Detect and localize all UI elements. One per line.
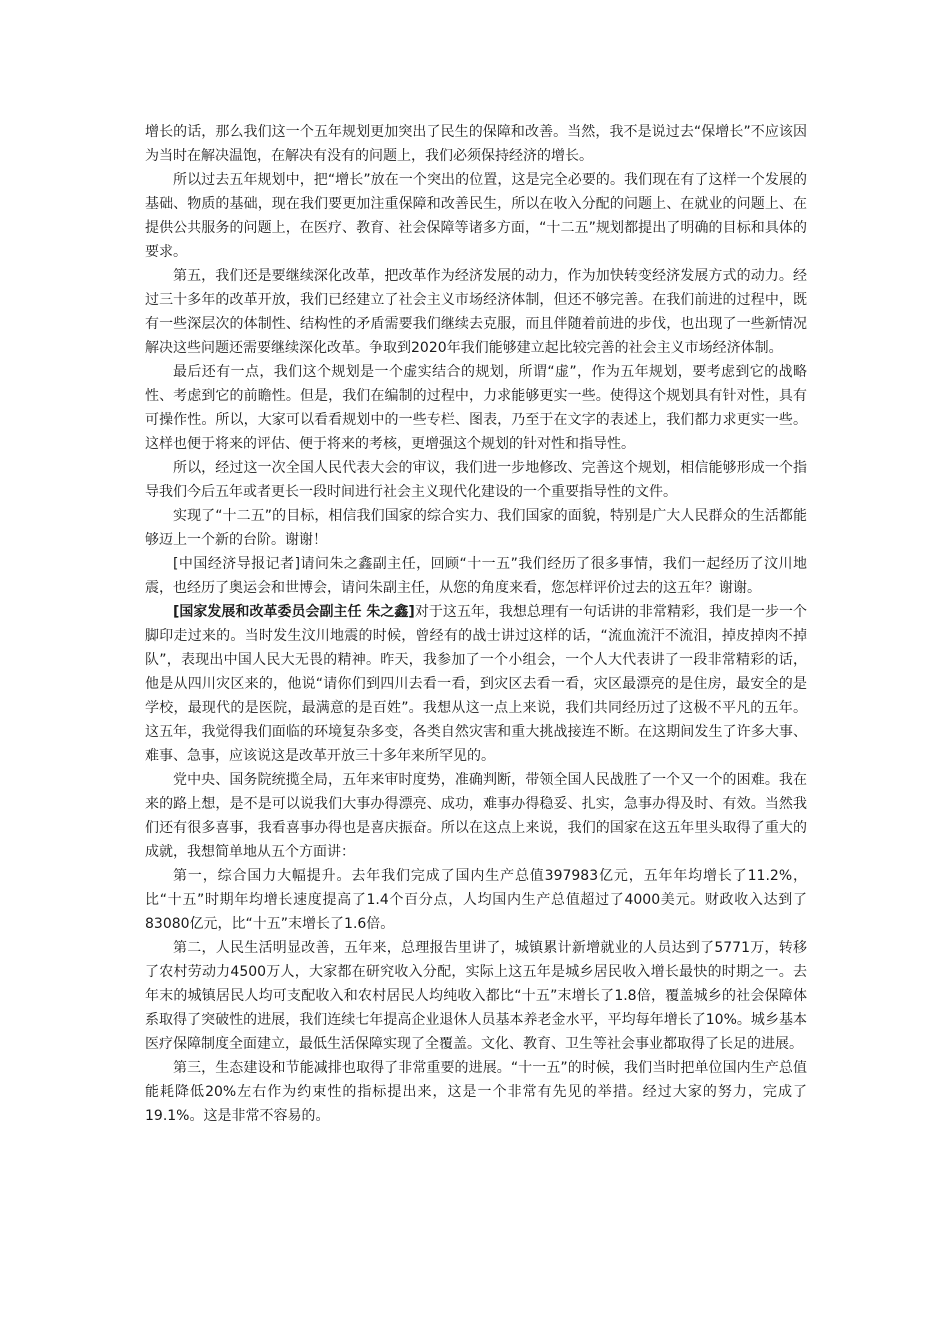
paragraph: 第二，人民生活明显改善，五年来，总理报告里讲了，城镇累计新增就业的人员达到了5771万，转移了农村劳动力4500万人，大家都在研究收入分配，实际上这五年是城乡居民收入增长最快的时期之一。去年末的城镇居民人均可支配收入和农村居民人均纯收入都比“十五”末增长了1.8倍，覆盖城乡的社会保障体系取得了突破性的进展，我们连续七年提高企业退休人员基本养老金水平，平均每年增长了10%。城乡基本医疗保障制度全面建立，最低生活保障实现了全覆盖。文化、教育、卫生等社会事业都取得了长足的进展。 [145,940,807,1052]
reporter-question: [中国经济导报记者]请问朱之鑫副主任，回顾“十一五”我们经历了很多事情，我们一起经历了汶川地震，也经历了奥运会和世博会，请问朱副主任，从您的角度来看，您怎样评价过去的这五年？谢谢。 [145,556,807,596]
paragraph: 第五，我们还是要继续深化改革，把改革作为经济发展的动力，作为加快转变经济发展方式的动力。经过三十多年的改革开放，我们已经建立了社会主义市场经济体制，但还不够完善。在我们前进的过程中，既有一些深层次的体制性、结构性的矛盾需要我们继续去克服，而且伴随着前进的步伐，也出现了一些新情况解决这些问题还需要继续深化改革。争取到2020年我们能够建立起比较完善的社会主义市场经济体制。 [145,268,807,356]
answer-text: 对于这五年，我想总理有一句话讲的非常精彩，我们是一步一个脚印走过来的。当时发生汶川地震的时候，曾经有的战士讲过这样的话，“流血流汗不流泪，掉皮掉肉不掉队”，表现出中国人民大无畏的精神。昨天，我参加了一个小组会，一个人大代表讲了一段非常精彩的话，他是从四川灾区来的，他说“请你们到四川去看一看，到灾区去看一看，灾区最漂亮的是住房，最安全的是学校，最现代的是医院，最满意的是百姓”。我想从这一点上来说，我们共同经历过了这极不平凡的五年。这五年，我觉得我们面临的环境复杂多变，各类自然灾害和重大挑战接连不断。在这期间发生了许多大事、难事、急事，应该说这是改革开放三十多年来所罕见的。 [145,604,808,764]
paragraph: 所以过去五年规划中，把“增长”放在一个突出的位置，这是完全必要的。我们现在有了这样一个发展的基础、物质的基础，现在我们要更加注重保障和改善民生，所以在收入分配的问题上、在就业的问题上、在提供公共服务的问题上，在医疗、教育、社会保障等诸多方面，“十二五”规划都提出了明确的目标和具体的要求。 [145,172,807,260]
paragraph: 第三，生态建设和节能减排也取得了非常重要的进展。“十一五”的时候，我们当时把单位国内生产总值能耗降低20%左右作为约束性的指标提出来，这是一个非常有先见的举措。经过大家的努力，完成了19.1%。这是非常不容易的。 [145,1060,807,1124]
paragraph: 所以，经过这一次全国人民代表大会的审议，我们进一步地修改、完善这个规划，相信能够形成一个指导我们今后五年或者更长一段时间进行社会主义现代化建设的一个重要指导性的文件。 [145,460,807,500]
paragraph: 党中央、国务院统揽全局，五年来审时度势，准确判断，带领全国人民战胜了一个又一个的困难。我在来的路上想，是不是可以说我们大事办得漂亮、成功，难事办得稳妥、扎实，急事办得及时、有效。当然我们还有很多喜事，我看喜事办得也是喜庆振奋。所以在这点上来说，我们的国家在这五年里头取得了重大的成就，我想简单地从五个方面讲： [145,772,807,860]
body-text [145,120,807,1128]
speaker-answer [145,600,807,768]
paragraph: 实现了“十二五”的目标，相信我们国家的综合实力、我们国家的面貌，特别是广大人民群众的生活都能够迈上一个新的台阶。谢谢！ [145,508,807,548]
speaker-name: [国家发展和改革委员会副主任 朱之鑫] [173,604,415,620]
paragraph: 最后还有一点，我们这个规划是一个虚实结合的规划，所谓“虚”，作为五年规划，要考虑到它的战略性、考虑到它的前瞻性。但是，我们在编制的过程中，力求能够更实一些。使得这个规划具有针对性，具有可操作性。所以，大家可以看看规划中的一些专栏、图表，乃至于在文字的表述上，我们都力求更实一些。这样也便于将来的评估、便于将来的考核，更增强这个规划的针对性和指导性。 [145,364,807,452]
paragraph: 增长的话，那么我们这一个五年规划更加突出了民生的保障和改善。当然，我不是说过去“保增长”不应该因为当时在解决温饱，在解决有没有的问题上，我们必须保持经济的增长。 [145,124,807,164]
paragraph: 第一，综合国力大幅提升。去年我们完成了国内生产总值397983亿元，五年年均增长了11.2%，比“十五”时期年均增长速度提高了1.4个百分点，人均国内生产总值超过了4000美元。财政收入达到了83080亿元，比“十五”末增长了1.6倍。 [145,868,807,932]
